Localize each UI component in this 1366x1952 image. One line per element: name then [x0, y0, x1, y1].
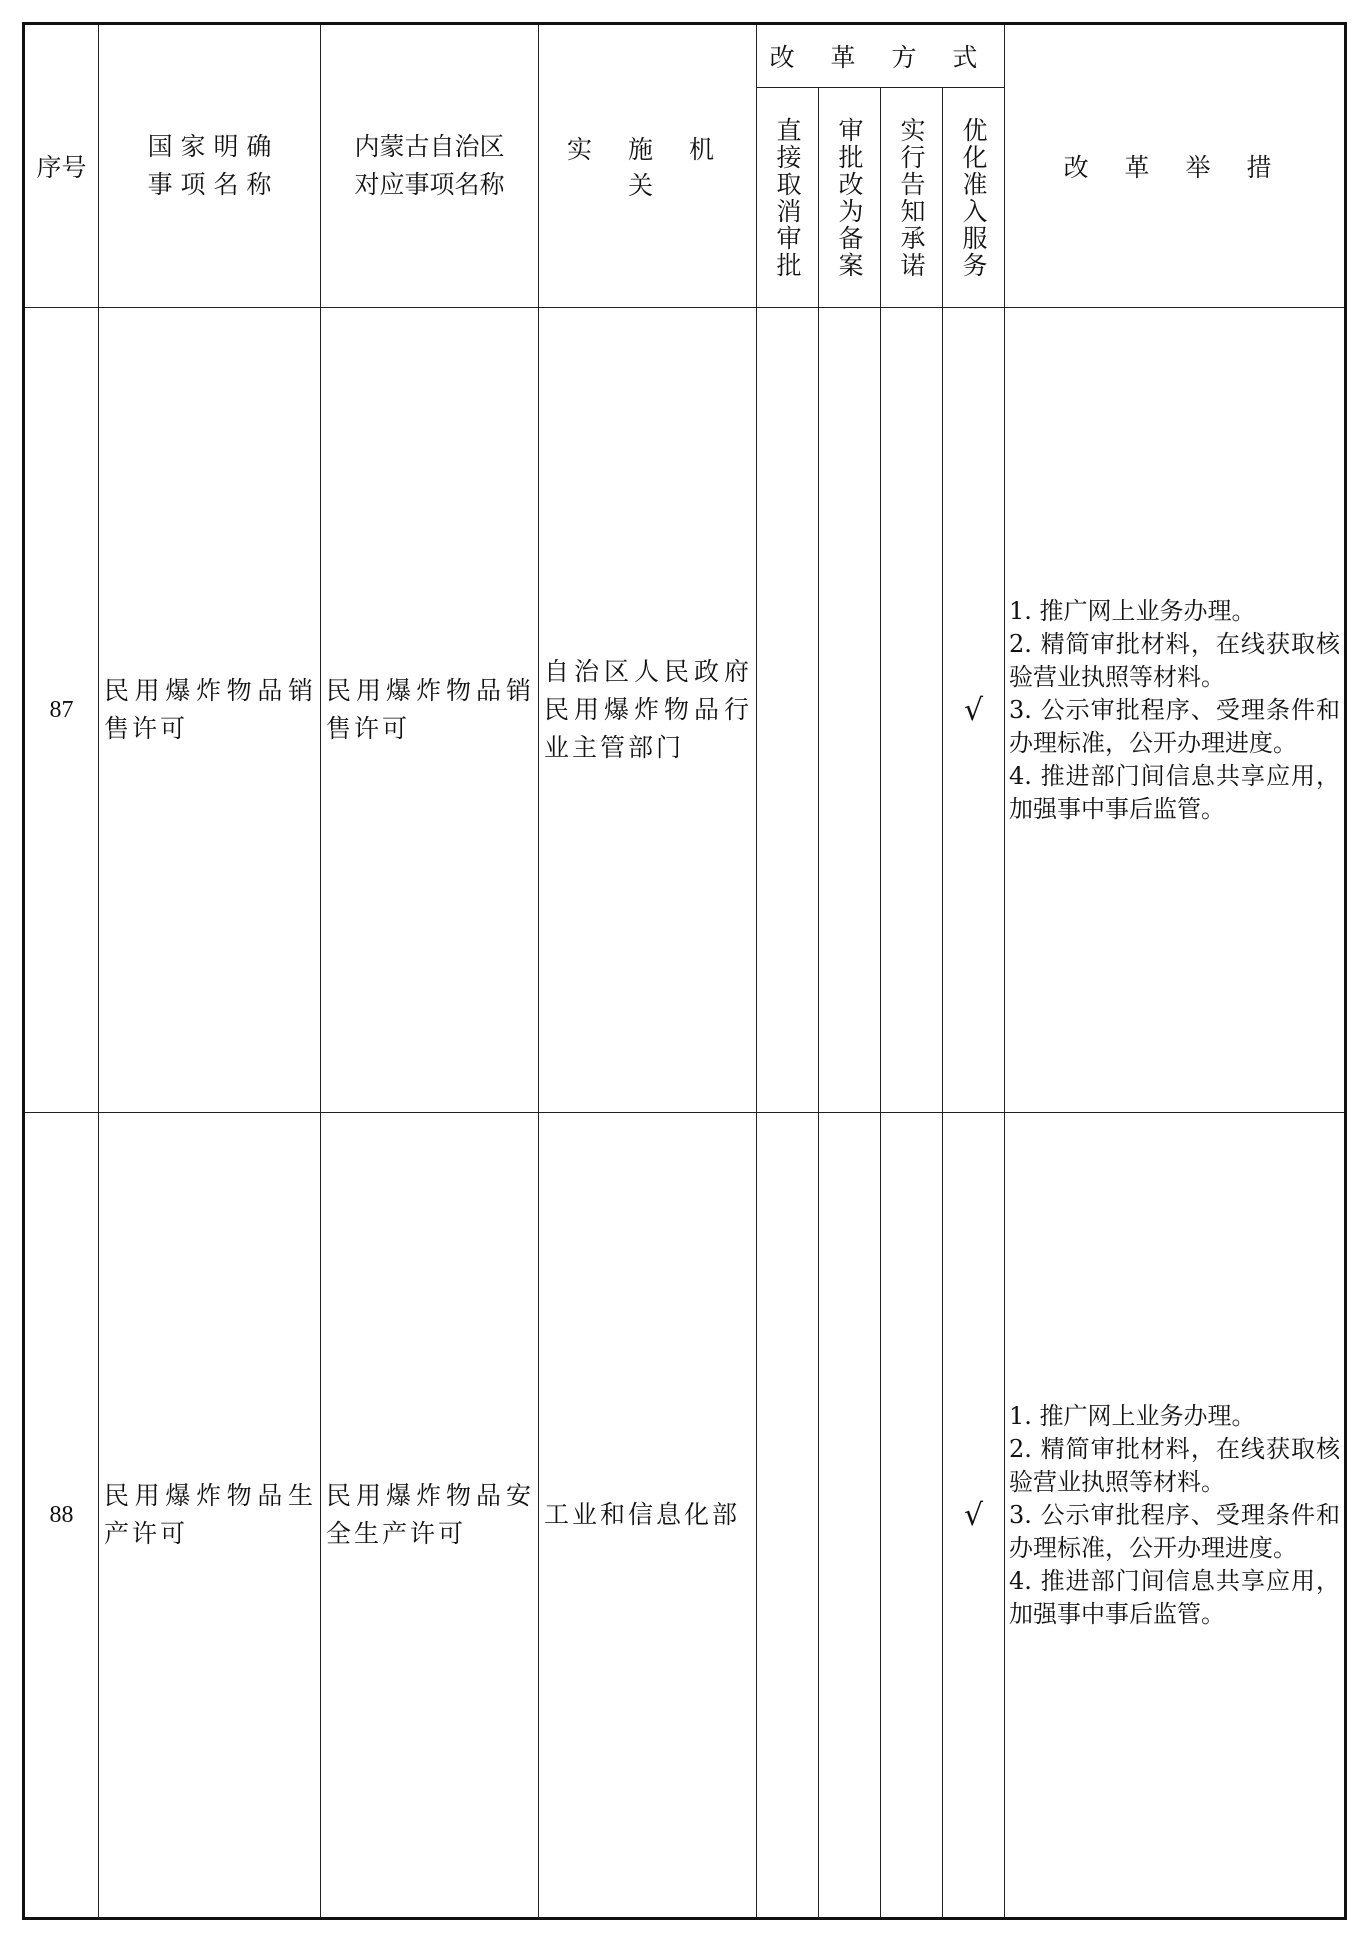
reform-items-table — [22, 22, 1347, 1920]
header-reform-mode: 改 革 方 式 — [757, 24, 1005, 88]
header-mode-optimize — [943, 88, 1005, 308]
header-mode-record-text: 审批改为备案 — [835, 116, 864, 279]
row-agency: 自治区人民政府民用爆炸物品行业主管部门 — [539, 308, 757, 1113]
header-nm-item-line1: 内蒙古自治区 — [354, 132, 505, 161]
measure-item: 4. 推进部门间信息共享应用，加强事中事后监管。 — [1009, 761, 1341, 823]
header-row-top — [24, 24, 1346, 88]
header-nm-item-line2: 对应事项名称 — [354, 170, 505, 199]
row-seq: 88 — [24, 1113, 99, 1919]
row-national-item: 民用爆炸物品销售许可 — [99, 308, 321, 1113]
measure-item: 1. 推广网上业务办理。 — [1009, 1401, 1256, 1430]
header-seq: 序号 — [24, 24, 99, 308]
header-nm-item — [321, 24, 539, 308]
row-mode-notice — [881, 1113, 943, 1919]
header-national-item — [99, 24, 321, 308]
row-measures — [1005, 1113, 1346, 1919]
row-agency: 工业和信息化部 — [539, 1113, 757, 1919]
row-mode-optimize-check: √ — [943, 308, 1005, 1113]
header-mode-record — [819, 88, 881, 308]
row-measures — [1005, 308, 1346, 1113]
table-row — [24, 308, 1346, 1113]
header-agency: 实 施 机 关 — [539, 24, 757, 308]
table-row — [24, 1113, 1346, 1919]
measure-item: 2. 精简审批材料，在线获取核验营业执照等材料。 — [1009, 629, 1341, 691]
measure-item: 1. 推广网上业务办理。 — [1009, 596, 1256, 625]
row-nm-item: 民用爆炸物品安全生产许可 — [321, 1113, 539, 1919]
row-mode-cancel — [757, 308, 819, 1113]
row-seq: 87 — [24, 308, 99, 1113]
row-mode-cancel — [757, 1113, 819, 1919]
header-mode-optimize-text: 优化准入服务 — [959, 116, 989, 279]
row-national-item: 民用爆炸物品生产许可 — [99, 1113, 321, 1919]
header-measures: 改 革 举 措 — [1005, 24, 1346, 308]
header-national-item-line1: 国 家 明 确 — [147, 132, 272, 161]
header-mode-notice-text: 实行告知承诺 — [897, 116, 926, 279]
header-mode-cancel-text: 直接取消审批 — [773, 116, 802, 279]
header-national-item-line2: 事 项 名 称 — [147, 170, 272, 199]
row-nm-item: 民用爆炸物品销售许可 — [321, 308, 539, 1113]
measure-item: 2. 精简审批材料，在线获取核验营业执照等材料。 — [1009, 1434, 1341, 1496]
measure-item: 3. 公示审批程序、受理条件和办理标准，公开办理进度。 — [1009, 1500, 1341, 1562]
measure-item: 3. 公示审批程序、受理条件和办理标准，公开办理进度。 — [1009, 695, 1341, 757]
row-mode-record — [819, 308, 881, 1113]
header-mode-notice — [881, 88, 943, 308]
measure-item: 4. 推进部门间信息共享应用，加强事中事后监管。 — [1009, 1566, 1341, 1628]
header-mode-cancel — [757, 88, 819, 308]
row-mode-notice — [881, 308, 943, 1113]
row-mode-record — [819, 1113, 881, 1919]
row-mode-optimize-check: √ — [943, 1113, 1005, 1919]
